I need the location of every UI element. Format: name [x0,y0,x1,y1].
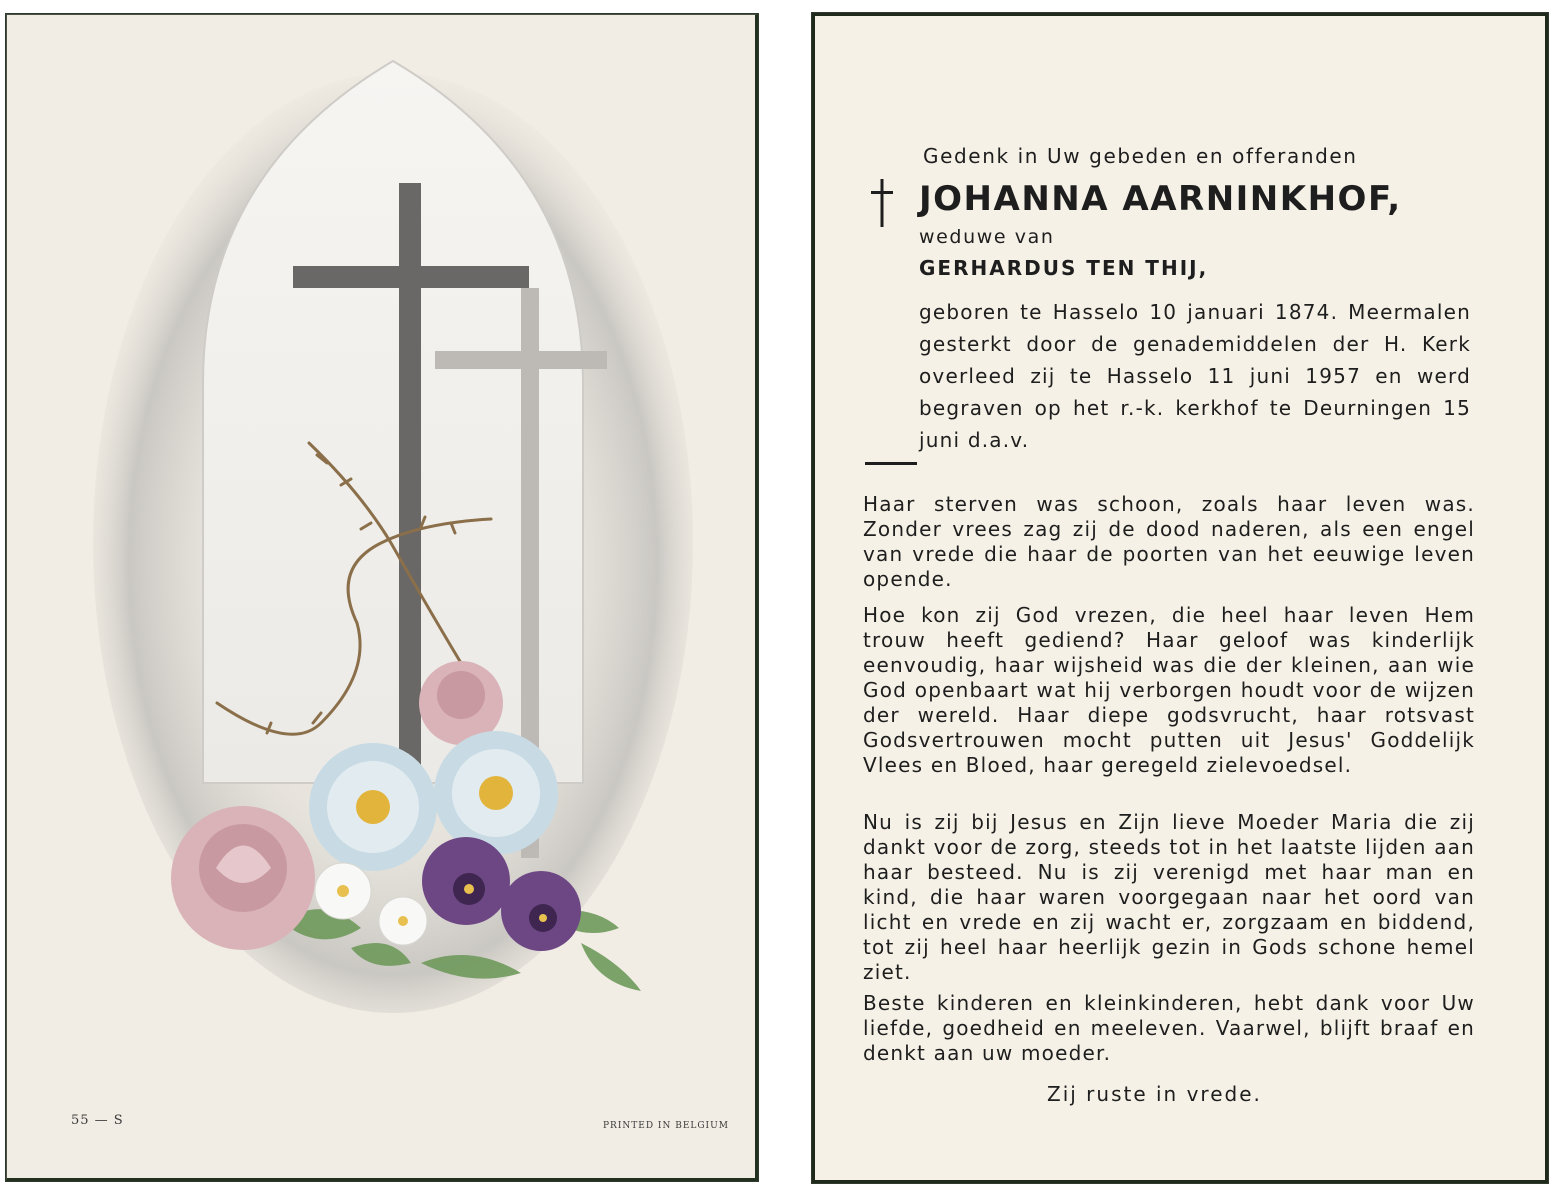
text-paragraph: Hoe kon zij God vrezen, die heel haar leven Hem trouw heeft gediend? Haar geloof was kinderlijk eenvoudig, haar wijsheid was die der kleinen, aan wie God openbaart wat hij verborgen houdt voor de wijzen der wereld. Haar diepe godsvrucht, haar rotsvast Godsvertrouwen mocht putten uit Jesus' Goddelijk Vlees en Bloed, haar geregeld zielevoedsel. [863,603,1475,777]
section-divider [865,462,917,465]
text-paragraph: Haar sterven was schoon, zoals haar leven was. Zonder vrees zag zij de dood naderen, als een engel van vrede die haar de poorten van het eeuwige leven opende. [863,492,1475,591]
remembrance-intro: Gedenk in Uw gebeden en offeranden [923,144,1358,168]
prayer-card-front [6,14,758,1181]
widow-of-label: weduwe van [919,226,1055,248]
printed-in-label: PRINTED IN BELGIUM [603,1121,729,1131]
life-dates-paragraph: geboren te Hasselo 10 januari 1874. Meermalen gesterkt door de genademiddelen der H. Kerk overleed zij te Hasselo 11 juni 1957 en werd begraven op het r.-k. kerkhof te Deurningen 15 juni d.a.v. [919,300,1471,452]
text-paragraph: Nu is zij bij Jesus en Zijn lieve Moeder Maria die zij dankt voor de zorg, steeds tot in het laatste lijden aan haar besteed. Nu is zij verenigd met haar man en kind, die haar waren voorgegaan naar het oord van licht en vrede en zij wacht er, zorgzaam en biddend, tot zij heel haar heerlijk gezin in Gods schone hemel ziet. [863,810,1475,984]
closing-line: Zij ruste in vrede. [1047,1082,1262,1106]
prayer-card-back [812,13,1548,1183]
text-paragraph: Beste kinderen en kleinkinderen, hebt dank voor Uw liefde, goedheid en meeleven. Vaarwel, blijft braaf en denkt aan uw moeder. [863,991,1475,1065]
blue-daisy-right [434,731,558,855]
card-code: 55 — S [71,1113,124,1128]
latin-cross-icon [871,179,893,227]
blue-daisy-left [309,743,437,871]
deceased-name: JOHANNA AARNINKHOF, [919,179,1402,219]
devotional-illustration [21,23,745,1103]
pink-rose-large [171,806,315,950]
purple-pansy-left [422,837,510,925]
purple-pansy-right [501,871,581,951]
husband-name: GERHARDUS TEN THIJ, [919,256,1209,280]
